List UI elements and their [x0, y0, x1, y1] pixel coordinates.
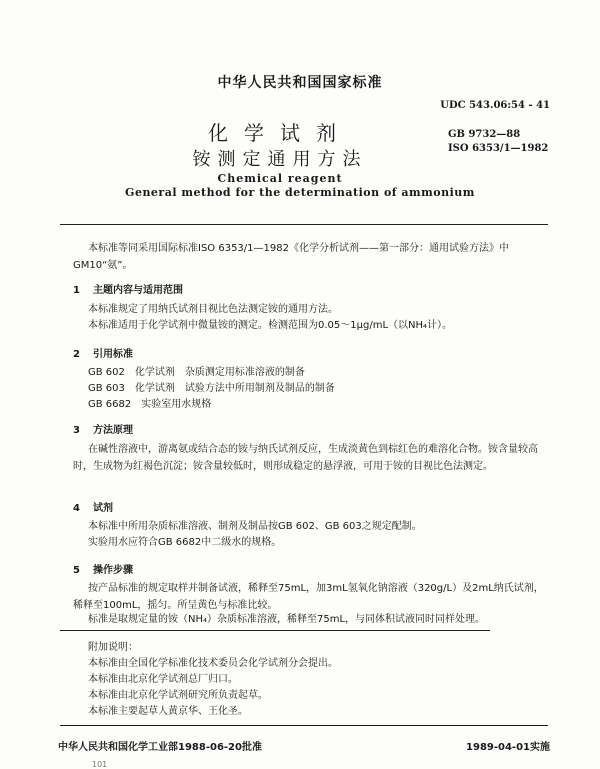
intro-paragraph: 本标准等同采用国际标准ISO 6353/1—1982《化学分析试剂——第一部分：通用试验方法》中GM10“氨”。: [73, 243, 509, 271]
section-1-line: 本标准规定了用纳氏试剂目视比色法测定铵的通用方法。: [88, 304, 338, 315]
footer-divider: [60, 725, 548, 726]
section-title: 方法原理: [93, 425, 133, 436]
section-number: 4: [73, 503, 80, 514]
section-number: 1: [73, 285, 80, 296]
section-2-heading: [73, 345, 133, 360]
section-title: 操作步骤: [93, 565, 133, 576]
notes-line: 本标准由北京化学试剂总厂归口。: [88, 674, 238, 685]
page-number: 101: [92, 760, 108, 769]
implementation-date: 1989-04-01实施: [466, 742, 550, 753]
iso-standard-number: ISO 6353/1—1982: [448, 143, 549, 154]
header-divider: [60, 224, 548, 225]
section-title: 引用标准: [93, 349, 133, 360]
notes-line: 本标准由北京化学试剂研究所负责起草。: [88, 690, 268, 701]
section-number: 3: [73, 425, 80, 436]
approval-date: 中华人民共和国化学工业部1988-06-20批准: [58, 742, 262, 753]
section-5-line: 标准是取规定量的铵（NH₄）杂质标准溶液，稀释至75mL，与同体积试液同时同样处理。: [88, 614, 486, 625]
section-1-heading: [73, 281, 183, 296]
section-3-paragraph: 在碱性溶液中，游离氨或结合态的铵与纳氏试剂反应，生成淡黄色到棕红色的难溶化合物。铵含量较高时，生成物为红褐色沉淀；铵含量较低时，则形成稳定的悬浮液，可用于铵的目视比色法测定。: [73, 444, 538, 472]
section-5-paragraph: 按产品标准的规定取样并制备试液，稀释至75mL，加3mL氢氧化钠溶液（320g/L）及2mL纳氏试剂，稀释至100mL，摇匀。所呈黄色与标准比较。: [73, 583, 544, 611]
section-5-heading: [73, 561, 133, 576]
section-number: 2: [73, 349, 80, 360]
title-english-line1: Chemical reagent: [217, 172, 343, 185]
section-title: 试剂: [93, 503, 113, 514]
title-chinese-line2: 铵测定通用方法: [192, 149, 368, 170]
section-3-heading: [73, 421, 133, 436]
notes-label: 附加说明：: [88, 642, 138, 653]
notes-divider: [60, 630, 490, 631]
reference-standard-item: GB 6682 实验室用水规格: [88, 399, 212, 410]
national-standard-label: 中华人民共和国国家标准: [217, 75, 383, 91]
title-chinese-line1: 化学试剂: [208, 121, 352, 145]
reference-standard-item: GB 603 化学试剂 试验方法中所用制剂及制品的制备: [88, 383, 335, 394]
udc-number: UDC 543.06:54 - 41: [440, 100, 550, 111]
gb-standard-number: GB 9732—88: [448, 129, 521, 140]
reference-standard-item: GB 602 化学试剂 杂质测定用标准溶液的制备: [88, 367, 305, 378]
section-title: 主题内容与适用范围: [93, 285, 183, 296]
section-4-line: 本标准中所用杂质标准溶液、制剂及制品按GB 602、GB 603之规定配制。: [88, 521, 422, 532]
section-number: 5: [73, 565, 80, 576]
title-english-line2: General method for the determination of ammonium: [125, 186, 475, 199]
section-4-line: 实验用水应符合GB 6682中二级水的规格。: [88, 537, 282, 548]
notes-line: 本标准由全国化学标准化技术委员会化学试剂分会提出。: [88, 658, 338, 669]
section-1-line: 本标准适用于化学试剂中微量铵的测定。检测范围为0.05～1μg/mL（以NH₄计）。: [88, 320, 453, 331]
section-4-heading: [73, 499, 113, 514]
notes-line: 本标准主要起草人黄京华、王化圣。: [88, 706, 248, 717]
